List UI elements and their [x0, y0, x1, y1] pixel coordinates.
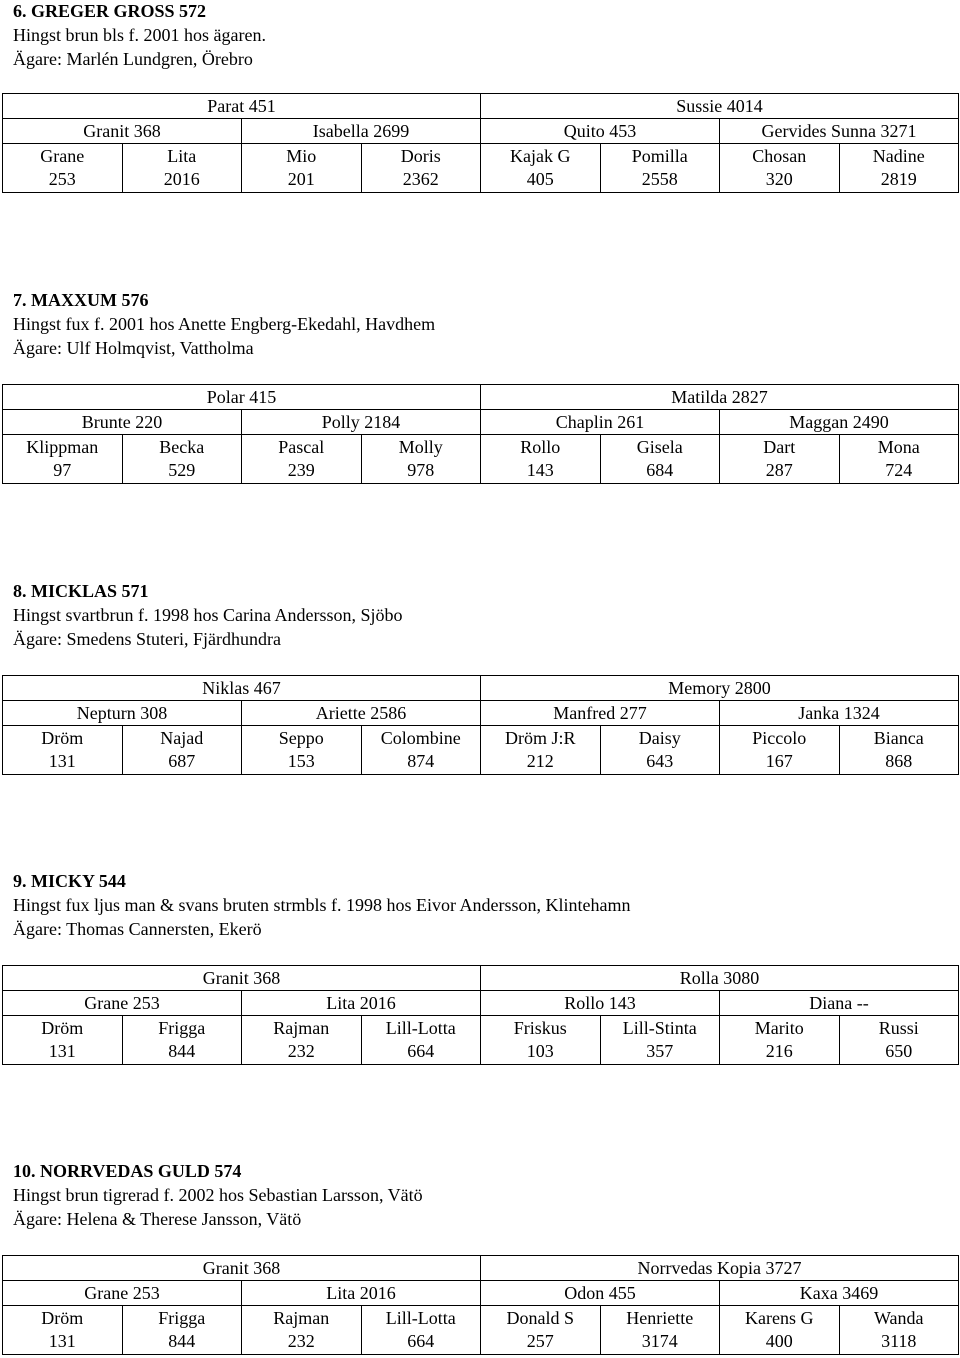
ancestor-cell [3, 1306, 123, 1355]
ancestor-name: Rajman [273, 1308, 330, 1328]
horse-title: 7. MAXXUM 576 [13, 290, 149, 310]
ancestor-name: Pascal [278, 437, 325, 457]
ancestor-cell [839, 144, 959, 193]
ancestor-number: 684 [646, 460, 674, 480]
ancestor-name: Pomilla [631, 146, 688, 166]
ancestors-row [3, 435, 959, 484]
grandparent-cell: Lita 2016 [242, 1281, 481, 1306]
pedigree-table [2, 1255, 959, 1355]
grandparent-cell: Brunte 220 [3, 410, 242, 435]
ancestor-number: 212 [526, 751, 554, 771]
ancestor-number: 650 [885, 1041, 913, 1061]
ancestor-cell [242, 435, 362, 484]
ancestor-name: Kajak G [510, 146, 571, 166]
parents-row [3, 94, 959, 119]
ancestor-cell [242, 144, 362, 193]
ancestor-name: Frigga [158, 1018, 206, 1038]
ancestor-number: 868 [885, 751, 913, 771]
horse-owner: Ägare: Helena & Therese Jansson, Vätö [13, 1209, 302, 1229]
parent-cell: Memory 2800 [481, 676, 959, 701]
parent-cell: Parat 451 [3, 94, 481, 119]
ancestor-name: Grane [40, 146, 85, 166]
parents-row [3, 385, 959, 410]
pedigree-table [2, 384, 959, 484]
ancestor-cell [122, 726, 242, 775]
ancestor-number: 2558 [641, 169, 678, 189]
ancestor-name: Nadine [872, 146, 925, 166]
ancestor-number: 131 [48, 1041, 76, 1061]
ancestor-number: 2362 [402, 169, 439, 189]
ancestor-number: 643 [646, 751, 674, 771]
ancestor-cell [122, 144, 242, 193]
parent-cell: Matilda 2827 [481, 385, 959, 410]
grandparent-cell: Ariette 2586 [242, 701, 481, 726]
grandparent-cell: Grane 253 [3, 991, 242, 1016]
ancestor-cell [720, 726, 840, 775]
ancestor-cell [481, 144, 601, 193]
ancestor-name: Dröm [41, 1018, 84, 1038]
grandparents-row [3, 119, 959, 144]
ancestor-number: 844 [168, 1041, 196, 1061]
grandparent-cell: Janka 1324 [720, 701, 959, 726]
grandparent-cell: Maggan 2490 [720, 410, 959, 435]
ancestor-cell [839, 726, 959, 775]
ancestors-row [3, 1306, 959, 1355]
ancestor-name: Dart [763, 437, 796, 457]
ancestor-number: 232 [287, 1331, 315, 1351]
ancestor-name: Dröm [41, 1308, 84, 1328]
ancestor-name: Doris [400, 146, 441, 166]
ancestor-number: 405 [526, 169, 554, 189]
ancestor-name: Klippman [26, 437, 99, 457]
ancestor-cell [122, 435, 242, 484]
ancestor-cell [481, 435, 601, 484]
ancestor-cell [600, 144, 720, 193]
ancestor-cell [720, 435, 840, 484]
ancestor-name: Lill-Lotta [385, 1308, 456, 1328]
ancestor-cell [3, 435, 123, 484]
grandparents-row [3, 410, 959, 435]
ancestor-cell [600, 726, 720, 775]
ancestor-name: Becka [159, 437, 205, 457]
horse-title: 6. GREGER GROSS 572 [13, 1, 207, 21]
ancestor-cell [481, 1016, 601, 1065]
grandparent-cell: Grane 253 [3, 1281, 242, 1306]
horse-header [13, 579, 402, 651]
ancestor-cell [122, 1016, 242, 1065]
ancestor-cell [242, 726, 362, 775]
ancestor-name: Molly [398, 437, 443, 457]
ancestor-cell [600, 435, 720, 484]
ancestor-cell [242, 1306, 362, 1355]
grandparent-cell: Chaplin 261 [481, 410, 720, 435]
ancestor-name: Wanda [873, 1308, 924, 1328]
ancestor-name: Lill-Lotta [385, 1018, 456, 1038]
ancestor-number: 232 [287, 1041, 315, 1061]
ancestor-name: Daisy [638, 728, 681, 748]
horse-header [13, 288, 435, 360]
ancestor-name: Lita [167, 146, 197, 166]
ancestor-cell [3, 726, 123, 775]
grandparent-cell: Gervides Sunna 3271 [720, 119, 959, 144]
parent-cell: Polar 415 [3, 385, 481, 410]
ancestor-cell [361, 435, 481, 484]
ancestor-number: 529 [168, 460, 196, 480]
ancestor-number: 664 [407, 1041, 435, 1061]
ancestor-name: Mona [877, 437, 920, 457]
ancestor-number: 687 [168, 751, 196, 771]
ancestor-number: 400 [765, 1331, 793, 1351]
ancestor-number: 287 [765, 460, 793, 480]
ancestor-cell [720, 1016, 840, 1065]
ancestor-name: Dröm J:R [504, 728, 576, 748]
ancestor-name: Rajman [273, 1018, 330, 1038]
ancestor-cell [720, 1306, 840, 1355]
horse-description: Hingst brun tigrerad f. 2002 hos Sebastian Larsson, Vätö [13, 1185, 423, 1205]
parents-row [3, 676, 959, 701]
horse-owner: Ägare: Marlén Lundgren, Örebro [13, 49, 253, 69]
horse-title: 9. MICKY 544 [13, 871, 126, 891]
ancestor-number: 724 [885, 460, 913, 480]
ancestor-number: 103 [526, 1041, 554, 1061]
ancestor-number: 153 [287, 751, 315, 771]
ancestor-cell [600, 1306, 720, 1355]
grandparent-cell: Nepturn 308 [3, 701, 242, 726]
ancestor-cell [839, 435, 959, 484]
ancestor-name: Mio [286, 146, 317, 166]
ancestor-name: Colombine [380, 728, 461, 748]
ancestor-name: Friskus [513, 1018, 567, 1038]
pedigree-table [2, 965, 959, 1065]
grandparents-row [3, 701, 959, 726]
ancestor-number: 874 [407, 751, 435, 771]
grandparents-row [3, 991, 959, 1016]
ancestor-number: 257 [526, 1331, 554, 1351]
ancestor-name: Rollo [520, 437, 561, 457]
horse-description: Hingst fux f. 2001 hos Anette Engberg-Ekedahl, Havdhem [13, 314, 436, 334]
parent-cell: Rolla 3080 [481, 966, 959, 991]
horse-header [13, 869, 630, 941]
ancestor-name: Marito [754, 1018, 804, 1038]
ancestor-name: Chosan [752, 146, 807, 166]
grandparent-cell: Polly 2184 [242, 410, 481, 435]
ancestor-name: Henriette [626, 1308, 694, 1328]
ancestor-name: Gisela [636, 437, 683, 457]
ancestor-cell [3, 144, 123, 193]
ancestor-number: 201 [287, 169, 315, 189]
ancestor-number: 2016 [163, 169, 200, 189]
ancestor-cell [839, 1306, 959, 1355]
parent-cell: Sussie 4014 [481, 94, 959, 119]
pedigree-table [2, 93, 959, 193]
ancestor-number: 97 [53, 460, 72, 480]
grandparent-cell: Odon 455 [481, 1281, 720, 1306]
ancestor-name: Seppo [278, 728, 324, 748]
grandparent-cell: Lita 2016 [242, 991, 481, 1016]
grandparent-cell: Quito 453 [481, 119, 720, 144]
horse-owner: Ägare: Ulf Holmqvist, Vattholma [13, 338, 254, 358]
grandparent-cell: Diana -- [720, 991, 959, 1016]
ancestor-number: 978 [407, 460, 435, 480]
parent-cell: Norrvedas Kopia 3727 [481, 1256, 959, 1281]
parents-row [3, 1256, 959, 1281]
ancestor-name: Bianca [873, 728, 924, 748]
ancestor-number: 239 [287, 460, 315, 480]
horse-header [13, 1159, 423, 1231]
ancestor-cell [481, 726, 601, 775]
ancestor-cell [361, 1016, 481, 1065]
ancestor-number: 216 [765, 1041, 793, 1061]
ancestor-cell [839, 1016, 959, 1065]
ancestor-cell [361, 1306, 481, 1355]
ancestor-cell [481, 1306, 601, 1355]
ancestor-name: Najad [160, 728, 204, 748]
ancestors-row [3, 1016, 959, 1065]
ancestor-number: 3118 [881, 1331, 917, 1351]
grandparent-cell: Granit 368 [3, 119, 242, 144]
horse-owner: Ägare: Smedens Stuteri, Fjärdhundra [13, 629, 281, 649]
horse-description: Hingst svartbrun f. 1998 hos Carina Andersson, Sjöbo [13, 605, 403, 625]
parent-cell: Granit 368 [3, 1256, 481, 1281]
ancestor-cell [122, 1306, 242, 1355]
ancestor-name: Dröm [41, 728, 84, 748]
ancestor-number: 131 [48, 751, 76, 771]
ancestor-number: 131 [48, 1331, 76, 1351]
ancestor-name: Piccolo [752, 728, 807, 748]
ancestor-name: Donald S [506, 1308, 574, 1328]
ancestor-number: 253 [48, 169, 76, 189]
ancestor-name: Frigga [158, 1308, 206, 1328]
ancestor-cell [361, 144, 481, 193]
ancestor-cell [720, 144, 840, 193]
ancestors-row [3, 144, 959, 193]
ancestor-name: Karens G [745, 1308, 814, 1328]
grandparents-row [3, 1281, 959, 1306]
parents-row [3, 966, 959, 991]
grandparent-cell: Kaxa 3469 [720, 1281, 959, 1306]
ancestor-number: 844 [168, 1331, 196, 1351]
ancestor-number: 664 [407, 1331, 435, 1351]
parent-cell: Granit 368 [3, 966, 481, 991]
horse-title: 10. NORRVEDAS GULD 574 [13, 1161, 242, 1181]
parent-cell: Niklas 467 [3, 676, 481, 701]
ancestor-number: 143 [526, 460, 554, 480]
ancestor-number: 167 [765, 751, 793, 771]
ancestor-cell [600, 1016, 720, 1065]
grandparent-cell: Isabella 2699 [242, 119, 481, 144]
grandparent-cell: Rollo 143 [481, 991, 720, 1016]
ancestor-cell [361, 726, 481, 775]
horse-description: Hingst fux ljus man & svans bruten strmbls f. 1998 hos Eivor Andersson, Klintehamn [13, 895, 631, 915]
horse-title: 8. MICKLAS 571 [13, 581, 149, 601]
horse-description: Hingst brun bls f. 2001 hos ägaren. [13, 25, 266, 45]
ancestor-cell [242, 1016, 362, 1065]
ancestor-name: Lill-Stinta [622, 1018, 697, 1038]
horse-owner: Ägare: Thomas Cannersten, Ekerö [13, 919, 262, 939]
ancestor-number: 2819 [880, 169, 917, 189]
ancestor-number: 3174 [641, 1331, 678, 1351]
ancestor-number: 320 [765, 169, 793, 189]
grandparent-cell: Manfred 277 [481, 701, 720, 726]
ancestors-row [3, 726, 959, 775]
horse-header [13, 0, 266, 71]
ancestor-name: Russi [878, 1018, 919, 1038]
pedigree-table [2, 675, 959, 775]
ancestor-number: 357 [646, 1041, 674, 1061]
ancestor-cell [3, 1016, 123, 1065]
